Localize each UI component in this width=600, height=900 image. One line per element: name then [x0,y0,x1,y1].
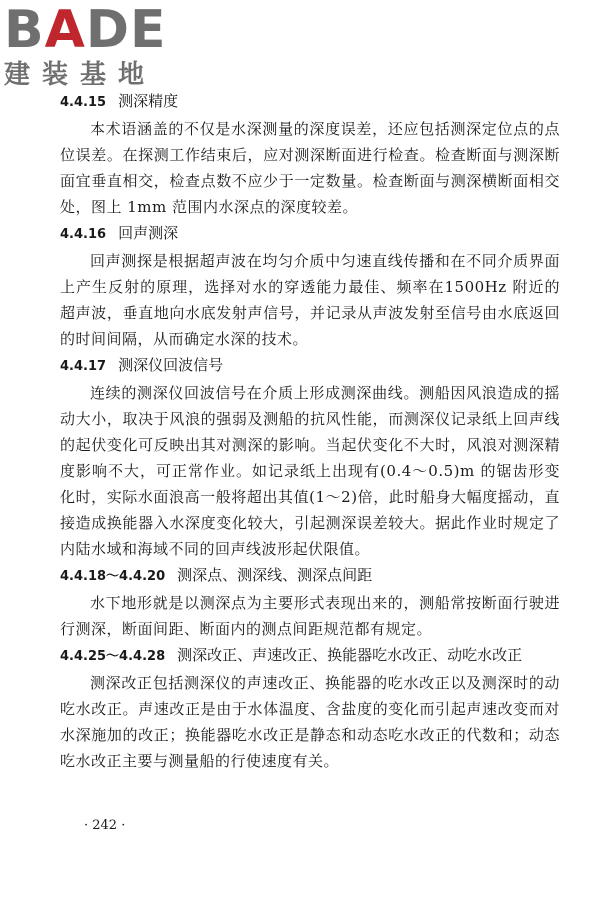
section-paragraph: 测深改正包括测深仪的声速改正、换能器的吃水改正以及测深时的动吃水改正。声速改正是由于水体温度、含盐度的变化而引起声速改变而对水深施加的改正；换能器吃水改正是静态和动态吃水改正的代数和；动态吃水改正主要与测量船的行使速度有关。 [60,674,560,770]
brand-logo [4,0,184,96]
logo-letters-de: DE [85,0,167,60]
section-title: 测深精度 [118,92,179,110]
section-heading [60,562,560,590]
section-number: 4.4.15 [60,95,107,110]
logo-letter-a: A [44,0,86,60]
section-paragraph: 连续的测深仪回波信号在介质上形成测深曲线。测船因风浪造成的摇动大小，取决于风浪的强弱及测船的抗风性能，而测深仪记录纸上回声线的起伏变化可反映出其对测深的影响。当起伏变化不大时，风浪对测深精度影响不大，可正常作业。如记录纸上出现有(0.4～0.5)m 的锯齿形变化时，实际水面浪高一般将超出其值(1～2)倍，此时船身大幅度摇动，直接造成换能器入水深度变化较大，引起测深误差较大。据此作业时规定了内陆水域和海域不同的回声线波形起伏限值。 [60,384,560,558]
page-body [60,88,560,774]
logo-letter-b: B [4,0,45,60]
section-title: 回声测深 [118,224,179,242]
section-heading [60,352,560,380]
section-number: 4.4.18～4.4.20 [60,569,166,584]
logo-subtitle: 建装基地 [4,60,157,90]
section-paragraph: 水下地形就是以测深点为主要形式表现出来的，测船常按断面行驶进行测深，断面间距、断面内的测点间距规范都有规定。 [60,594,560,638]
section-title: 测深改正、声速改正、换能器吃水改正、动吃水改正 [177,646,523,664]
section-number: 4.4.16 [60,227,107,242]
section-title: 测深仪回波信号 [118,356,224,374]
page-number: · 242 · [84,818,126,833]
section-paragraph: 回声测探是根据超声波在均匀介质中匀速直线传播和在不同介质界面上产生反射的原理，选择对水的穿透能力最佳、频率在1500Hz 附近的超声波，垂直地向水底发射声信号，并记录从声波发射至信号由水底返回的时间间隔，从而确定水深的技术。 [60,252,560,348]
section-heading [60,88,560,116]
section-number: 4.4.25～4.4.28 [60,649,166,664]
section-title: 测深点、测深线、测深点间距 [177,566,373,584]
section-heading [60,642,560,670]
section-paragraph: 本术语涵盖的不仅是水深测量的深度误差，还应包括测深定位点的点位误差。在探测工作结束后，应对测深断面进行检查。检查断面与测深断面宜垂直相交，检查点数不应少于一定数量。检查断面与测深横断面相交处，图上 1mm 范围内水深点的深度较差。 [60,120,560,216]
section-number: 4.4.17 [60,359,107,374]
logo-wordmark [4,0,184,60]
section-heading [60,220,560,248]
